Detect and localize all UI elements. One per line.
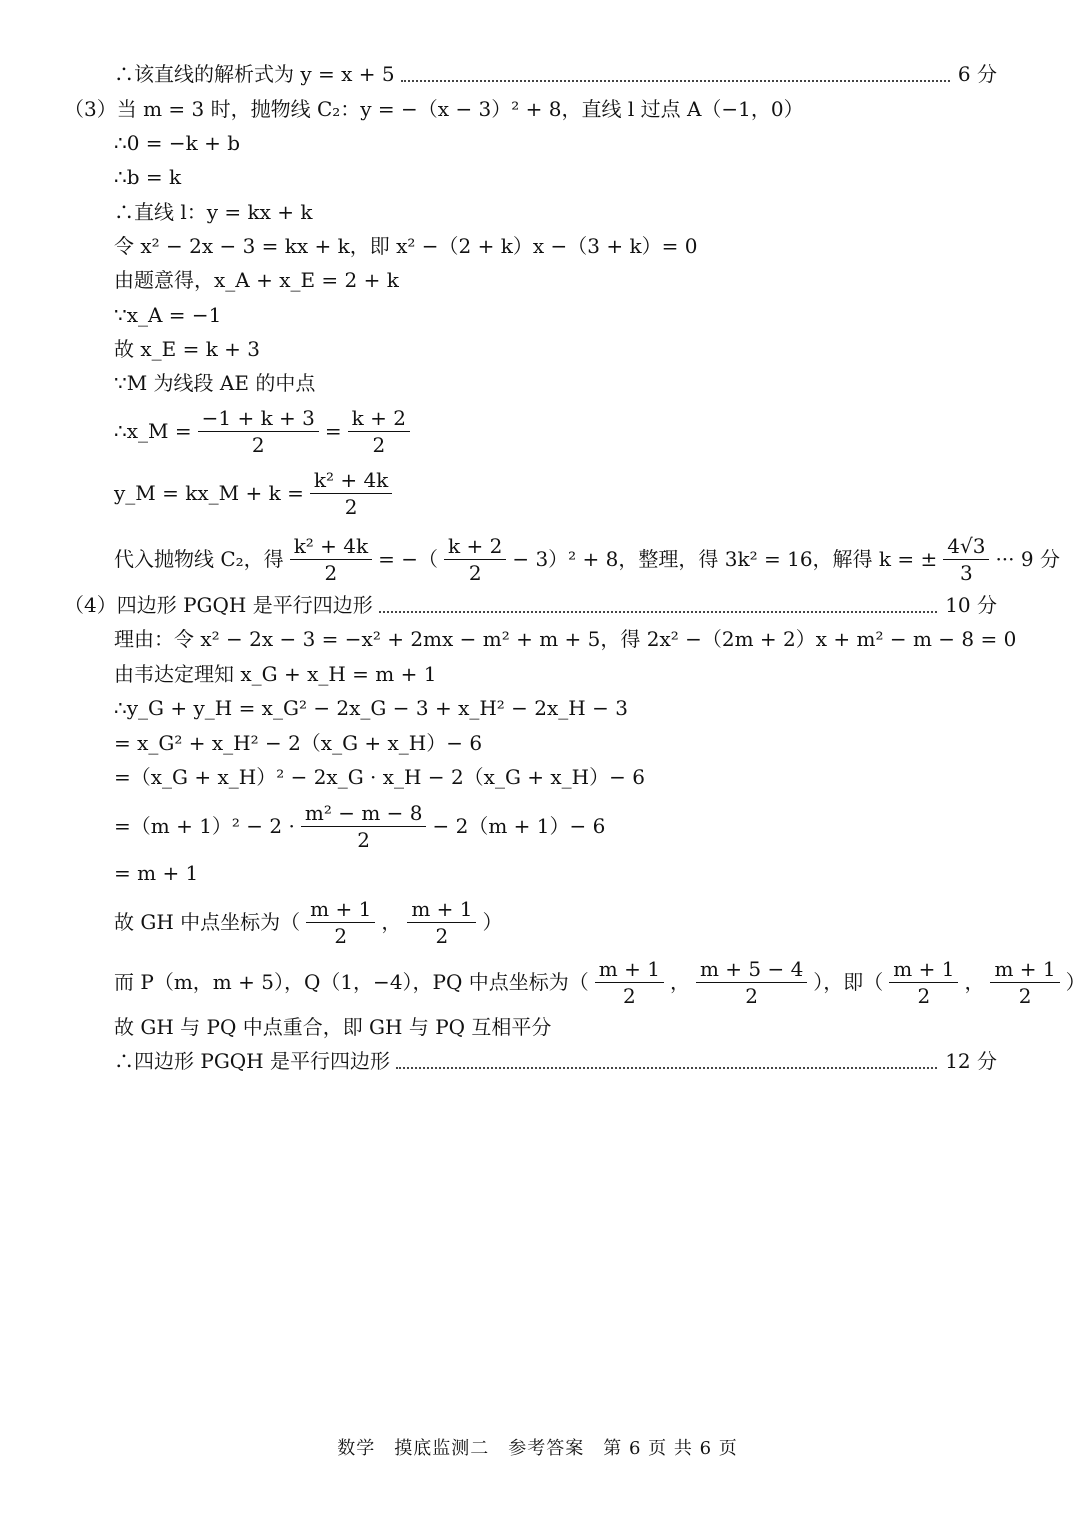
fraction: $\frac{-1 + k + 3}{2}$ <box>198 405 319 458</box>
line-4: ∴b = k <box>114 165 182 189</box>
conclusion-text: ∴该直线的解析式为 y = x + 5 <box>114 62 395 86</box>
line-7: 由题意得，x_A + x_E = 2 + k <box>114 268 399 292</box>
page-footer: 数学 摸底监测二 参考答案 第 6 页 共 6 页 <box>337 1438 738 1459</box>
line-15: 理由：令 x² − 2x − 3 = −x² + 2mx − m² + m + 5，得 2x² −（2m + 2）x + m² − m − 8 = 0 <box>114 627 1017 651</box>
fraction: $\frac{\text{m² − m − 8}}{2}$ <box>301 800 427 853</box>
fraction: $\frac{\text{k² + 4k}}{2}$ <box>310 467 392 520</box>
part-4-heading: （4）四边形 PGQH 是平行四边形 10 分 <box>64 590 997 620</box>
line-24: 故 GH 与 PQ 中点重合，即 GH 与 PQ 互相平分 <box>114 1015 552 1039</box>
line-1 <box>114 59 997 89</box>
part-3-heading: （3）当 m = 3 时，抛物线 C₂：y = −（x − 3）² + 8，直线 l 过点 A（−1，0） <box>64 97 804 121</box>
line-25-conclusion: ∴四边形 PGQH 是平行四边形 12 分 <box>114 1046 997 1076</box>
line-5: ∴直线 l：y = kx + k <box>114 200 313 224</box>
line-6: 令 x² − 2x − 3 = kx + k，即 x² −（2 + k）x −（3 + k）= 0 <box>114 234 698 258</box>
line-11-xm: ∴x_M = $\frac{-1 + k + 3}{2}$ = $\frac{k + 2}{2}$ <box>114 399 997 463</box>
fraction: $\frac{m + 1}{2}$ <box>990 956 1059 1009</box>
line-10: ∵M 为线段 AE 的中点 <box>114 371 316 395</box>
line-23-pq-midpoint: 而 P（m，m + 5），Q（1，−4），PQ 中点坐标为（ $\frac{m + 1}{2}$ ， $\frac{m + 5 - 4}{2}$ ），即（ $\frac{m + 1}{2}$ ， $\frac{m + 1}{2}$ ） <box>114 956 1086 1008</box>
dot-leader <box>401 66 950 82</box>
fraction: $\frac{m + 1}{2}$ <box>889 956 958 1009</box>
dot-leader <box>396 1053 937 1069</box>
score-mark: 10 分 <box>945 593 997 617</box>
score-mark: 12 分 <box>945 1049 997 1073</box>
fraction: $\frac{m + 1}{2}$ <box>407 896 476 949</box>
line-21: = m + 1 <box>114 861 199 885</box>
line-12-ym: y_M = kx_M + k = $\frac{\text{k² + 4k}}{2}$ <box>114 461 997 525</box>
fraction: $\frac{m + 1}{2}$ <box>306 896 375 949</box>
fraction: $\frac{m + 5 - 4}{2}$ <box>696 956 807 1009</box>
line-19: =（x_G + x_H）² − 2x_G · x_H − 2（x_G + x_H）− 6 <box>114 765 645 789</box>
line-9: 故 x_E = k + 3 <box>114 337 261 361</box>
line-13-solve-k: 代入抛物线 C₂，得 $\frac{\text{k² + 4k}}{2}$ = −（ $\frac{k + 2}{2}$ − 3）² + 8，整理，得 3k² = 16，解得 k = ± $\frac{4√3}{3}$ ··· 9 分 <box>114 527 997 591</box>
line-16: 由韦达定理知 x_G + x_H = m + 1 <box>114 662 437 686</box>
line-20: =（m + 1）² − 2 · $\frac{\text{m² − m − 8}}{2}$ − 2（m + 1）− 6 <box>114 800 606 852</box>
line-17: ∴y_G + y_H = x_G² − 2x_G − 3 + x_H² − 2x_H − 3 <box>114 696 628 720</box>
line-8: ∵x_A = −1 <box>114 303 222 327</box>
line-3: ∴0 = −k + b <box>114 131 241 155</box>
fraction: $\frac{m + 1}{2}$ <box>595 956 664 1009</box>
fraction: $\frac{\text{k² + 4k}}{2}$ <box>290 533 372 586</box>
fraction: $\frac{k + 2}{2}$ <box>348 405 410 458</box>
score-mark: ··· 9 分 <box>995 547 1060 571</box>
fraction: $\frac{4√3}{3}$ <box>943 533 989 586</box>
score-mark: 6 分 <box>957 62 997 86</box>
line-18: = x_G² + x_H² − 2（x_G + x_H）− 6 <box>114 731 483 755</box>
line-22-gh-midpoint: 故 GH 中点坐标为（ $\frac{m + 1}{2}$ ， $\frac{m + 1}{2}$ ） <box>114 896 503 948</box>
fraction: $\frac{k + 2}{2}$ <box>444 533 506 586</box>
dot-leader <box>379 597 937 613</box>
